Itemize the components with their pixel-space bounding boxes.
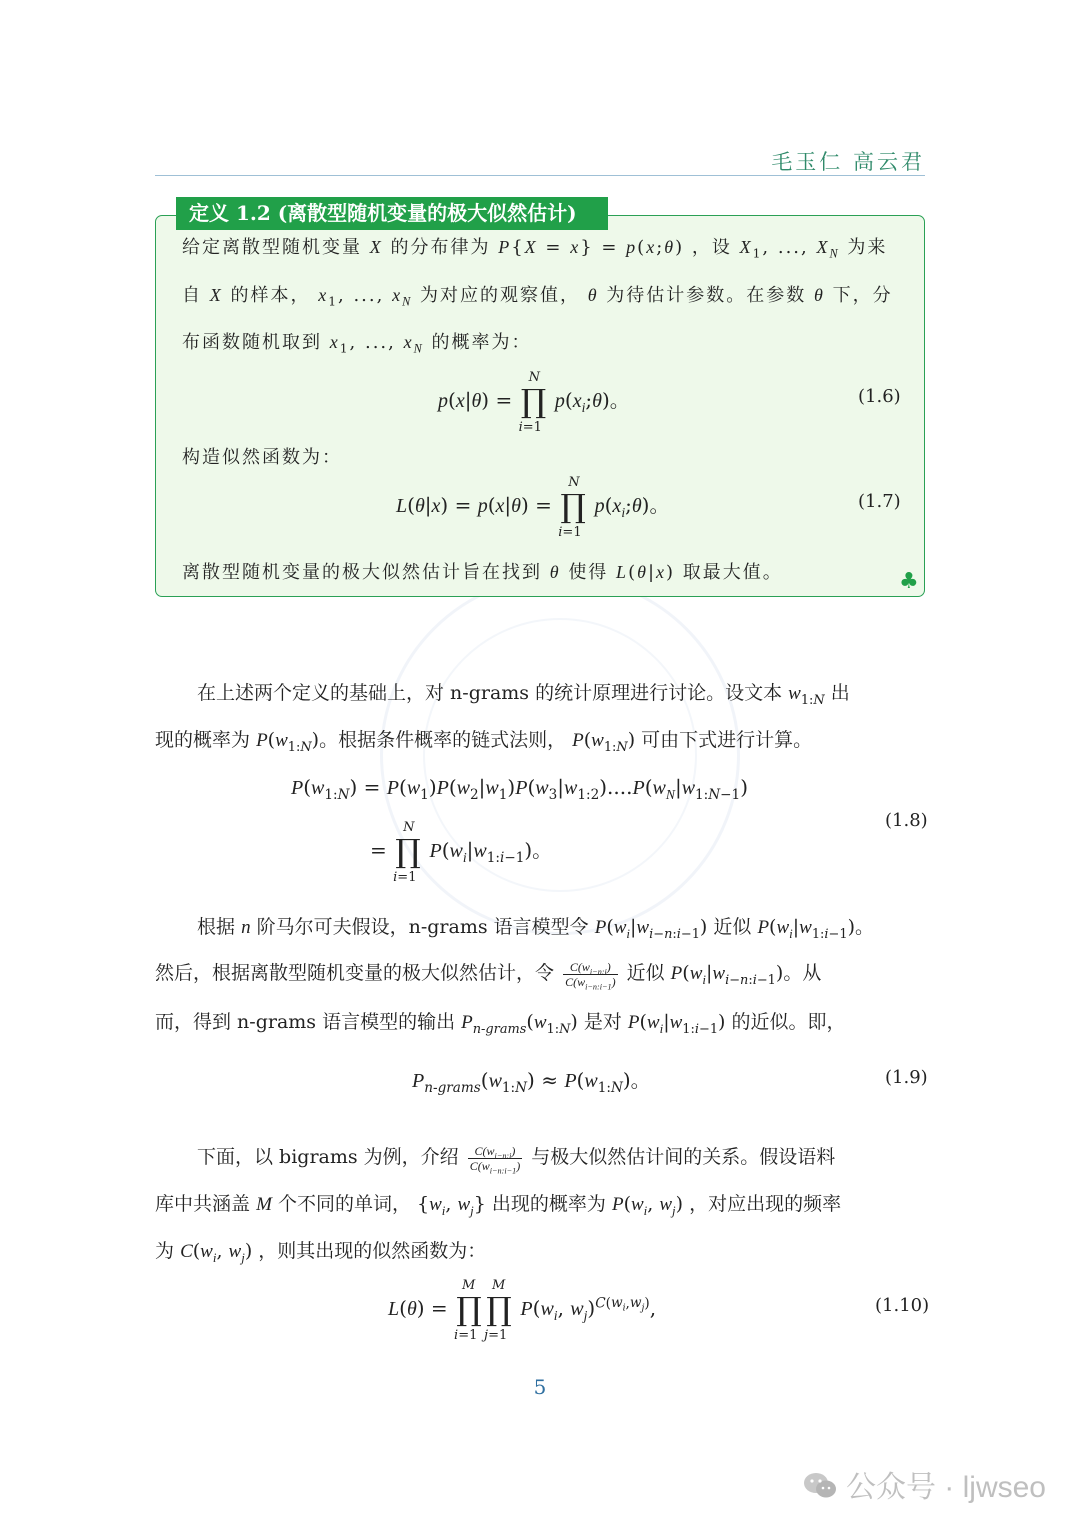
text: 在上述两个定义的基础上，对 n-grams 的统计原理进行讨论。设文本 xyxy=(197,682,783,704)
text: 个不同的单词， xyxy=(277,1193,411,1215)
text: 自 xyxy=(182,285,202,306)
text: 下，分 xyxy=(832,285,893,306)
text: 现的概率为 xyxy=(155,729,251,751)
text: ，则其出现的似然函数为： xyxy=(258,1240,487,1262)
text: 为来 xyxy=(847,237,888,258)
equation-1-8-line-2: = ∏ N i=1 $P(w_i|w_{1:i-1})$。 xyxy=(370,820,553,885)
equation-1-8-line-1: $P(w_{1:N}) = P(w_1)P(w_2|w_1)P(w_3|w_{1:2})....P(w_N|w_{1:N-1})$ xyxy=(291,775,749,803)
text: 取最大值。 xyxy=(682,562,783,583)
text: 给定离散型随机变量 xyxy=(182,237,362,258)
equation-1-9: $P_{n-grams}(w_{1:N}) \approx P(w_{1:N})$。 xyxy=(412,1068,651,1096)
text: 近似 xyxy=(626,962,665,984)
paragraph-2-line-3: 而，得到 n-grams 语言模型的输出 $P_{n-grams}(w_{1:N})$ 是对 $P(w_i|w_{1:i-1})$ 的近似。即， xyxy=(155,1011,846,1037)
text: 的分布律为 xyxy=(390,237,491,258)
text: 库中共涵盖 xyxy=(155,1193,251,1215)
paragraph-1-line-1: 在上述两个定义的基础上，对 n-grams 的统计原理进行讨论。设文本 $w_{1:N}$ 出 xyxy=(197,682,850,708)
equation-number: (1.10) xyxy=(875,1295,930,1316)
text: 阶马尔可夫假设，n-grams 语言模型令 xyxy=(256,916,589,938)
paragraph-1-line-2: 现的概率为 $P(w_{1:N})$。根据条件概率的链式法则， $P(w_{1:N})$ 可由下式进行计算。 xyxy=(155,729,813,755)
text: 可由下式进行计算。 xyxy=(641,729,813,751)
text: ，对应出现的频率 xyxy=(689,1193,842,1215)
text: 。 xyxy=(855,916,875,938)
definition-line-5: 离散型随机变量的极大似然估计旨在找到 θ 使得 L(θ|x) 取最大值。 xyxy=(182,562,783,583)
text: 下面，以 bigrams 为例，介绍 xyxy=(197,1146,459,1168)
text: 出 xyxy=(830,682,850,704)
text: 根据 xyxy=(197,916,236,938)
paragraph-2-line-1: 根据 n 阶马尔可夫假设，n-grams 语言模型令 $P(w_i|w_{i-n:i-1})$ 近似 $P(w_i|w_{1:i-1})$。 xyxy=(197,916,875,942)
wechat-icon xyxy=(802,1471,838,1509)
paragraph-3-line-3: 为 $C(w_i$, $w_j$) ，则其出现的似然函数为： xyxy=(155,1240,487,1265)
page-number: 5 xyxy=(533,1375,547,1399)
equation-number: (1.7) xyxy=(858,491,901,512)
equation-number: (1.6) xyxy=(858,386,901,407)
paragraph-3-line-2: 库中共涵盖 M 个不同的单词， {$w_i$, $w_j$} 出现的概率为 $P(w_i$, $w_j$) ，对应出现的频率 xyxy=(155,1193,842,1218)
text: 。从 xyxy=(783,962,822,984)
definition-line-1: 给定离散型随机变量 X 的分布律为 P{X = x} = p(x;θ) ，设 $X_1$, ..., $X_N$ 为来 xyxy=(182,237,888,261)
paragraph-3-line-1: 下面，以 bigrams 为例，介绍 $\frac{C(w_{i-n:i})}{C(w_{i-n:i-1})}$ 与极大似然估计间的关系。假设语料 xyxy=(197,1143,836,1175)
footer-brand-text: 公众号 · ljwseo xyxy=(845,1471,1046,1504)
club-icon: ♣ xyxy=(899,569,919,594)
text: 是对 xyxy=(583,1011,622,1033)
text: 。根据条件概率的链式法则， xyxy=(319,729,567,751)
text: 然后，根据离散型随机变量的极大似然估计，令 xyxy=(155,962,555,984)
definition-line-3: 布函数随机取到 $x_1$, ..., $x_N$ 的概率为： xyxy=(182,332,532,356)
text: 离散型随机变量的极大似然估计旨在找到 xyxy=(182,562,542,583)
header-author: 毛玉仁 高云君 xyxy=(771,150,925,174)
text: 的近似。即， xyxy=(731,1011,846,1033)
paragraph-2-line-2: 然后，根据离散型随机变量的极大似然估计，令 $\frac{C(w_{i-n:i})}{C(w_{i-n:i-1})}$ 近似 $P(w_i|w_{i-n:i-1})$。从 xyxy=(155,959,822,991)
footer-brand xyxy=(802,1462,1046,1509)
text: 为对应的观察值， xyxy=(419,285,580,306)
definition-line-4: 构造似然函数为： xyxy=(182,447,342,468)
text: 近似 xyxy=(713,916,752,938)
text: 的样本， xyxy=(230,285,311,306)
equation-number: (1.8) xyxy=(885,810,928,831)
text: 使得 xyxy=(568,562,609,583)
watermark-seal xyxy=(380,575,740,935)
text: ，设 xyxy=(691,237,732,258)
text: 与极大似然估计间的关系。假设语料 xyxy=(531,1146,836,1168)
equation-1-10: L(θ) = ∏ M i=1 ∏ M j=1 $P(w_i$, $w_j)^{C(w_i,w_j)}$, xyxy=(388,1278,657,1343)
text: 布函数随机取到 xyxy=(182,332,322,353)
text: 出现的概率为 xyxy=(491,1193,606,1215)
equation-1-6: p(x|θ) = ∏ N i=1 $p(x_i;\theta)$。 xyxy=(438,370,630,435)
text: 为 xyxy=(155,1240,175,1262)
equation-number: (1.9) xyxy=(885,1067,928,1088)
definition-line-2: 自 X 的样本， $x_1$, ..., $x_N$ 为对应的观察值， θ 为待估计参数。在参数 θ 下，分 xyxy=(182,285,893,309)
header-rule xyxy=(155,175,925,176)
equation-1-7: L(θ|x) = p(x|θ) = ∏ N i=1 $p(x_i;\theta)$。 xyxy=(396,475,670,540)
text: 而，得到 n-grams 语言模型的输出 xyxy=(155,1011,456,1033)
text: 的概率为： xyxy=(431,332,532,353)
text: 为待估计参数。在参数 xyxy=(606,285,807,306)
definition-title: 定义 1.2 (离散型随机变量的极大似然估计) xyxy=(176,197,608,230)
